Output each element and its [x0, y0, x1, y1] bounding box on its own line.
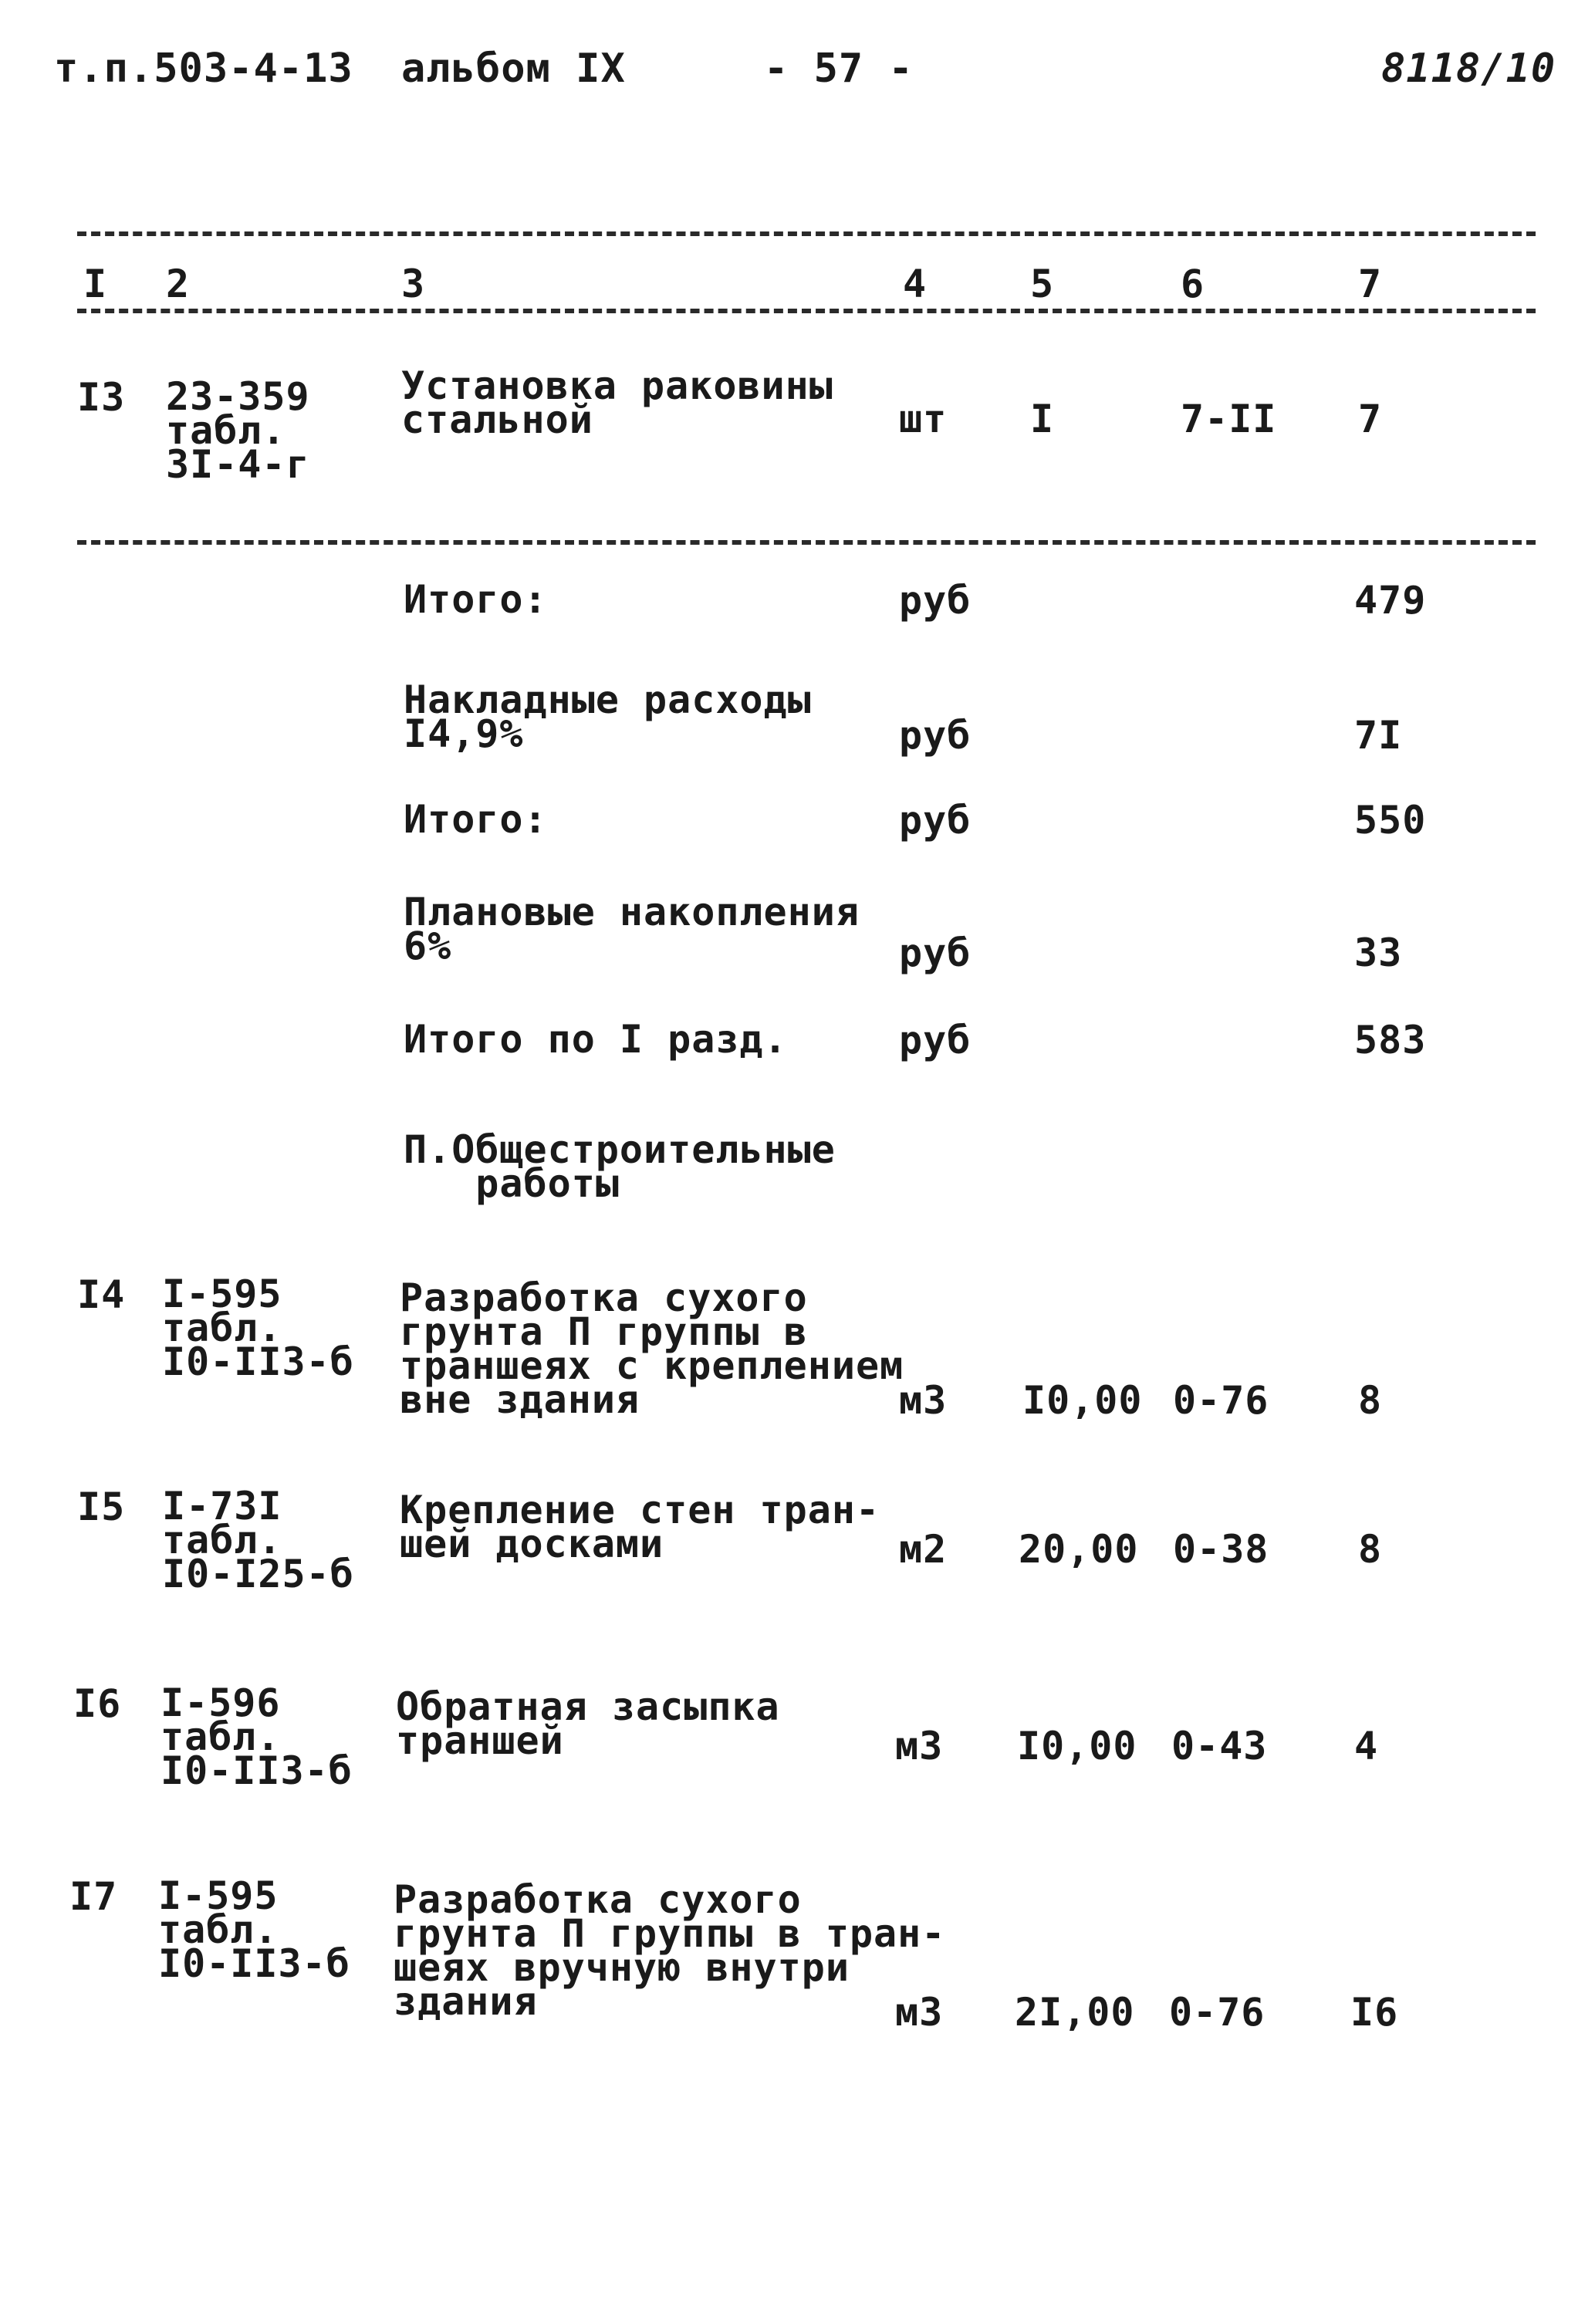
- summary-unit: руб: [899, 798, 972, 843]
- summary-unit: руб: [899, 713, 972, 758]
- summary-value: 583: [1354, 1018, 1427, 1062]
- row-code: I-595 табл. I0-II3-б: [162, 1272, 354, 1384]
- table-top-rule: [77, 231, 1536, 236]
- row-price: 0-76: [1173, 1378, 1269, 1423]
- row-qty: 2I,00: [1015, 1990, 1135, 2035]
- row-total: I6: [1350, 1990, 1399, 2035]
- col-header-7: 7: [1358, 262, 1383, 306]
- row-unit: м3: [899, 1378, 948, 1423]
- row-total: 7: [1358, 397, 1383, 441]
- summary-label: Плановые накопления 6%: [404, 890, 860, 968]
- col-header-4: 4: [903, 262, 928, 306]
- summary-value: 33: [1354, 931, 1403, 975]
- col-header-5: 5: [1030, 262, 1055, 306]
- row-unit: м2: [899, 1527, 948, 1572]
- row-num: I3: [77, 375, 126, 420]
- row-num: I5: [77, 1485, 126, 1529]
- summary-label: Итого:: [404, 797, 548, 842]
- row-code: I-596 табл. I0-II3-б: [161, 1681, 353, 1793]
- archive-number: 8118/10: [1381, 46, 1556, 92]
- row-unit: м3: [895, 1724, 944, 1768]
- col-header-1: I: [83, 262, 108, 306]
- row-qty: 20,00: [1019, 1527, 1139, 1572]
- summary-unit: руб: [899, 578, 972, 623]
- row-qty: I: [1030, 397, 1055, 441]
- summary-unit: руб: [899, 1018, 972, 1062]
- row-code: I-595 табл. I0-II3-б: [158, 1873, 350, 1986]
- col-header-6: 6: [1181, 262, 1205, 306]
- album-label: альбом IX: [401, 46, 626, 92]
- row-name: Разработка сухого грунта П группы в тран- шеях вручную внутри здания: [394, 1877, 946, 2024]
- row-price: 0-76: [1169, 1990, 1266, 2035]
- summary-label: Итого по I разд.: [404, 1017, 788, 1062]
- page-number: - 57 -: [764, 46, 914, 92]
- row-code: 23-359 табл. 3I-4-г: [166, 374, 310, 487]
- row-num: I4: [77, 1272, 126, 1317]
- row-qty: I0,00: [1022, 1378, 1143, 1423]
- row-name: Разработка сухого грунта П группы в траншеях с креплением вне здания: [400, 1275, 904, 1422]
- row-name: Обратная засыпка траншей: [396, 1684, 780, 1763]
- row-qty: I0,00: [1017, 1724, 1137, 1768]
- row-unit: м3: [895, 1990, 944, 2035]
- row-code: I-73I табл. I0-I25-б: [162, 1484, 354, 1596]
- col-header-3: 3: [401, 262, 426, 306]
- summary-value: 479: [1354, 578, 1427, 623]
- row-total: 4: [1354, 1724, 1379, 1768]
- col-header-2: 2: [166, 262, 191, 306]
- row-price: 0-38: [1173, 1527, 1269, 1572]
- row-num: I7: [69, 1874, 118, 1919]
- section-title: П.Общестроительные работы: [404, 1127, 836, 1206]
- table-header-rule: [77, 309, 1536, 313]
- row-total: 8: [1358, 1378, 1383, 1423]
- subtotal-rule: [77, 540, 1536, 545]
- doc-code: т.п.503-4-13: [54, 46, 353, 92]
- summary-value: 550: [1354, 798, 1427, 843]
- summary-value: 7I: [1354, 713, 1403, 758]
- row-price: 7-II: [1181, 397, 1277, 441]
- row-unit: шт: [899, 397, 948, 441]
- summary-unit: руб: [899, 931, 972, 975]
- summary-label: Накладные расходы I4,9%: [404, 677, 812, 756]
- row-name: Крепление стен тран- шей досками: [400, 1488, 880, 1566]
- row-name: Установка раковины стальной: [401, 363, 833, 442]
- row-num: I6: [73, 1681, 122, 1726]
- row-price: 0-43: [1171, 1724, 1268, 1768]
- summary-label: Итого:: [404, 577, 548, 622]
- row-total: 8: [1358, 1527, 1383, 1572]
